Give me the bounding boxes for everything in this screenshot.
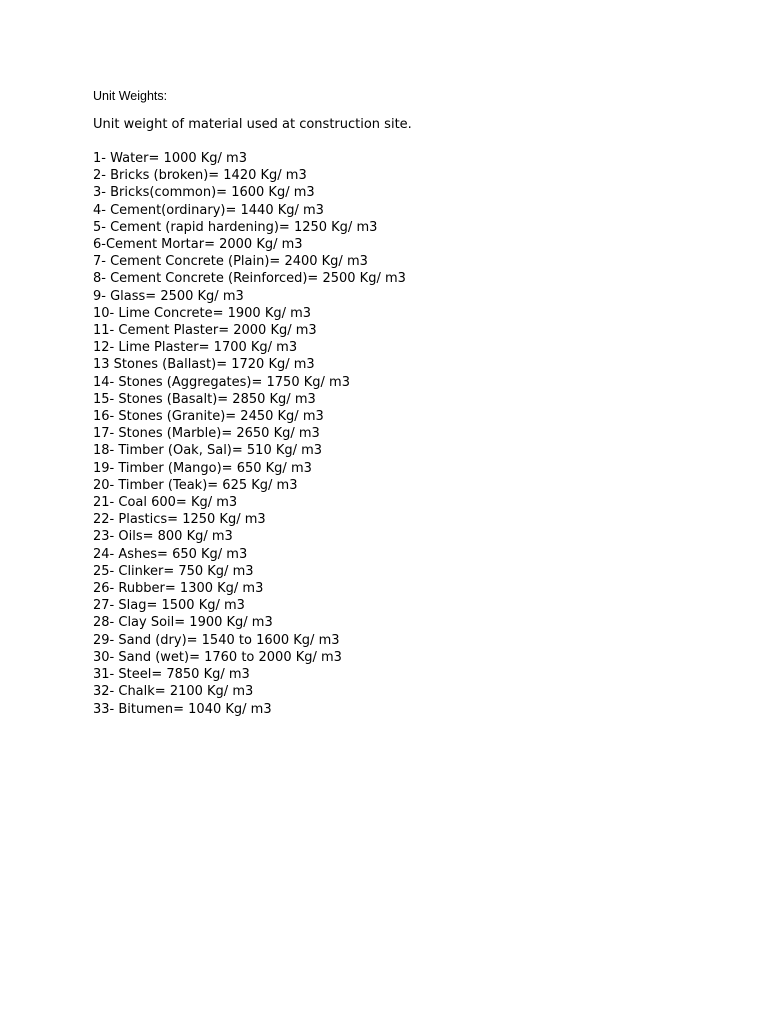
- list-item: 1- Water= 1000 Kg/ m3: [93, 151, 247, 166]
- list-item: 4- Cement(ordinary)= 1440 Kg/ m3: [93, 202, 324, 218]
- list-item: 12- Lime Plaster= 1700 Kg/ m3: [93, 340, 298, 356]
- list-item: 17- Stones (Marble)= 2650 Kg/ m3: [93, 426, 320, 442]
- list-item: 6-Cement Mortar= 2000 Kg/ m3: [93, 237, 303, 253]
- list-item: 27- Slag= 1500 Kg/ m3: [93, 598, 245, 614]
- list-item: 24- Ashes= 650 Kg/ m3: [93, 546, 248, 562]
- list-item: 9- Glass= 2500 Kg/ m3: [93, 288, 244, 304]
- list-item: 23- Oils= 800 Kg/ m3: [93, 529, 233, 545]
- list-item: 25- Clinker= 750 Kg/ m3: [93, 563, 254, 579]
- list-item: 21- Coal 600= Kg/ m3: [93, 495, 238, 511]
- document-intro: Unit weight of material used at construction site.: [93, 117, 412, 132]
- list-item: 8- Cement Concrete (Reinforced)= 2500 Kg/ m3: [93, 271, 406, 287]
- list-item: 5- Cement (rapid hardening)= 1250 Kg/ m3: [93, 219, 378, 235]
- list-item: 22- Plastics= 1250 Kg/ m3: [93, 512, 266, 528]
- list-item: 7- Cement Concrete (Plain)= 2400 Kg/ m3: [93, 254, 368, 270]
- list-item: 18- Timber (Oak, Sal)= 510 Kg/ m3: [93, 443, 323, 459]
- list-item: 16- Stones (Granite)= 2450 Kg/ m3: [93, 409, 324, 425]
- list-item: 31- Steel= 7850 Kg/ m3: [93, 667, 250, 683]
- list-item: 10- Lime Concrete= 1900 Kg/ m3: [93, 305, 312, 321]
- list-item: 15- Stones (Basalt)= 2850 Kg/ m3: [93, 391, 316, 407]
- list-item: 28- Clay Soil= 1900 Kg/ m3: [93, 615, 273, 631]
- list-item: 20- Timber (Teak)= 625 Kg/ m3: [93, 477, 298, 493]
- list-item: 32- Chalk= 2100 Kg/ m3: [93, 684, 254, 700]
- list-item: 33- Bitumen= 1040 Kg/ m3: [93, 701, 272, 717]
- unit-weight-list: [93, 150, 406, 718]
- list-item: 29- Sand (dry)= 1540 to 1600 Kg/ m3: [93, 632, 340, 648]
- list-item: 11- Cement Plaster= 2000 Kg/ m3: [93, 323, 317, 339]
- list-item: 2- Bricks (broken)= 1420 Kg/ m3: [93, 168, 307, 184]
- list-item: 26- Rubber= 1300 Kg/ m3: [93, 581, 264, 597]
- document-heading: Unit Weights:: [93, 89, 168, 103]
- list-item: 13 Stones (Ballast)= 1720 Kg/ m3: [93, 357, 315, 373]
- list-item: 3- Bricks(common)= 1600 Kg/ m3: [93, 185, 315, 201]
- list-item: 14- Stones (Aggregates)= 1750 Kg/ m3: [93, 374, 350, 390]
- list-item: 19- Timber (Mango)= 650 Kg/ m3: [93, 460, 312, 476]
- list-item: 30- Sand (wet)= 1760 to 2000 Kg/ m3: [93, 649, 342, 665]
